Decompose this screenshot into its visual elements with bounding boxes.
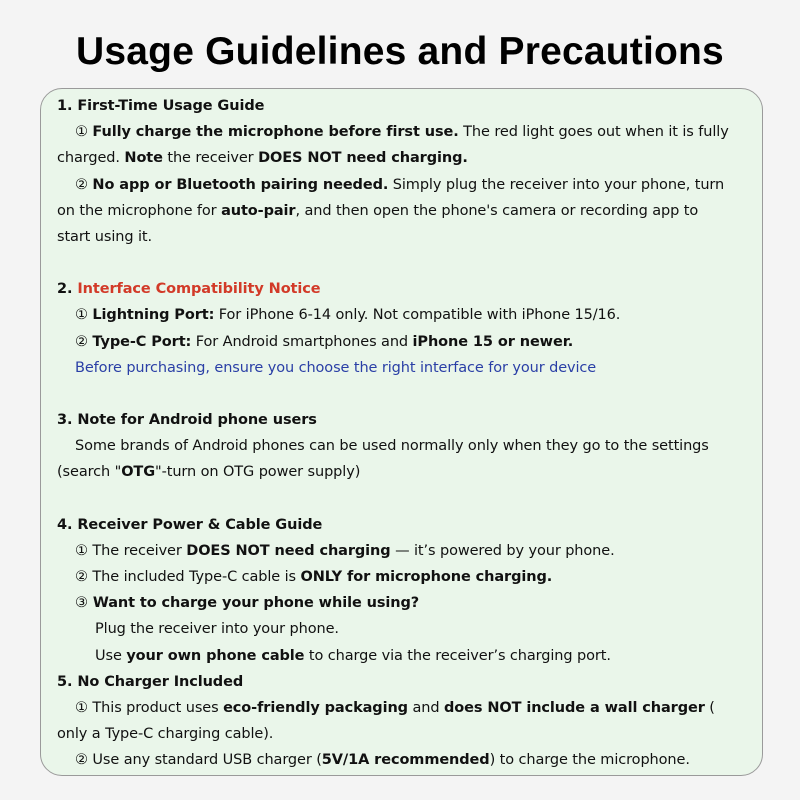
- section-5-heading: 5. No Charger Included: [57, 673, 244, 690]
- section-5-item-1: ① This product uses eco-friendly packaging and does NOT include a wall charger (: [75, 700, 715, 717]
- section-1-item-2-cont: on the microphone for auto-pair, and then open the phone's camera or recording app to: [57, 202, 699, 219]
- section-3-line-1: Some brands of Android phones can be used normally only when they go to the settings: [75, 438, 709, 455]
- section-4-item-3: ③ Want to charge your phone while using?: [75, 595, 420, 612]
- section-1-heading: 1. First-Time Usage Guide: [57, 98, 265, 114]
- page-title: Usage Guidelines and Precautions: [76, 30, 724, 73]
- section-1-item-1: ① Fully charge the microphone before first use. The red light goes out when it is fully: [75, 124, 729, 141]
- section-3-heading: 3. Note for Android phone users: [57, 412, 317, 429]
- section-1-item-2-cont2: start using it.: [57, 229, 152, 246]
- section-2-item-2: ② Type-C Port: For Android smartphones and iPhone 15 or newer.: [75, 333, 574, 350]
- section-1-item-1-cont: charged. Note the receiver DOES NOT need charging.: [57, 150, 468, 167]
- section-4-item-2: ② The included Type-C cable is ONLY for microphone charging.: [75, 569, 553, 586]
- section-4-item-1: ① The receiver DOES NOT need charging — it’s powered by your phone.: [75, 542, 615, 559]
- section-2-note: Before purchasing, ensure you choose the right interface for your device: [75, 359, 597, 376]
- section-5-item-2: ② Use any standard USB charger (5V/1A recommended) to charge the microphone.: [75, 752, 690, 769]
- section-5-item-1-cont: only a Type-C charging cable).: [57, 726, 274, 743]
- section-2-item-1: ① Lightning Port: For iPhone 6-14 only. Not compatible with iPhone 15/16.: [75, 307, 621, 324]
- section-4-item-3-sub-1: Plug the receiver into your phone.: [95, 621, 339, 638]
- section-4-heading: 4. Receiver Power & Cable Guide: [57, 516, 323, 533]
- section-4-item-3-sub-2: Use your own phone cable to charge via the receiver’s charging port.: [95, 647, 611, 664]
- guidelines-content: [57, 93, 757, 774]
- section-1-item-2: ② No app or Bluetooth pairing needed. Simply plug the receiver into your phone, turn: [75, 176, 725, 193]
- section-3-line-2: (search "OTG"-turn on OTG power supply): [57, 464, 361, 481]
- section-2-heading: 2. Interface Compatibility Notice: [57, 281, 321, 298]
